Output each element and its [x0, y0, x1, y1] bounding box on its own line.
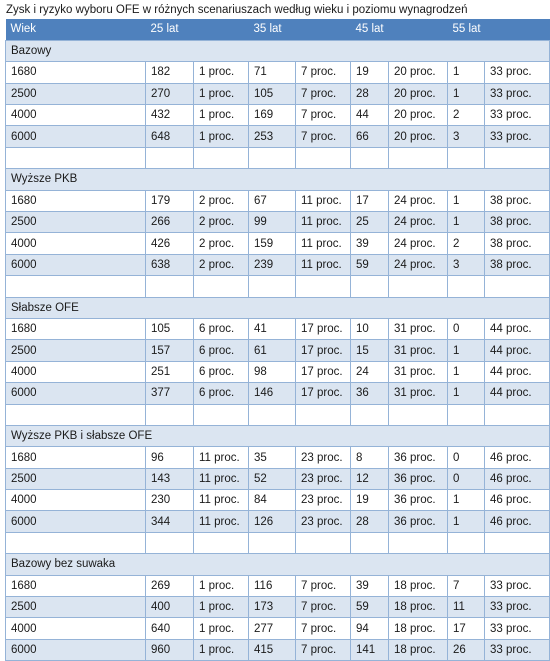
- empty-cell: [485, 532, 550, 553]
- value-cell: 143: [146, 468, 194, 489]
- salary-cell: 1680: [6, 62, 146, 83]
- value-cell: 0: [448, 468, 485, 489]
- table-row: [6, 212, 550, 233]
- value-cell: 11 proc.: [194, 490, 249, 511]
- section-title: Wyższe PKB: [6, 169, 550, 190]
- value-cell: 24 proc.: [389, 254, 448, 275]
- salary-cell: 6000: [6, 383, 146, 404]
- header-row: [6, 19, 550, 40]
- value-cell: 31 proc.: [389, 383, 448, 404]
- value-cell: 25: [351, 212, 389, 233]
- value-cell: 344: [146, 511, 194, 532]
- value-cell: 1: [448, 383, 485, 404]
- value-cell: 41: [249, 318, 296, 339]
- value-cell: 6 proc.: [194, 318, 249, 339]
- value-cell: 1 proc.: [194, 105, 249, 126]
- value-cell: 1: [448, 62, 485, 83]
- value-cell: 11 proc.: [296, 233, 351, 254]
- table-row: [6, 190, 550, 211]
- empty-cell: [194, 276, 249, 297]
- value-cell: 432: [146, 105, 194, 126]
- value-cell: 23 proc.: [296, 447, 351, 468]
- salary-cell: 4000: [6, 361, 146, 382]
- empty-cell: [485, 147, 550, 168]
- value-cell: 0: [448, 318, 485, 339]
- table-row: [6, 126, 550, 147]
- value-cell: 230: [146, 490, 194, 511]
- value-cell: 15: [351, 340, 389, 361]
- value-cell: 36 proc.: [389, 447, 448, 468]
- value-cell: 61: [249, 340, 296, 361]
- value-cell: 20 proc.: [389, 105, 448, 126]
- value-cell: 26: [448, 639, 485, 660]
- value-cell: 39: [351, 575, 389, 596]
- value-cell: 44 proc.: [485, 318, 550, 339]
- empty-cell: [296, 404, 351, 425]
- empty-cell: [351, 404, 389, 425]
- empty-cell: [6, 404, 146, 425]
- spacer-row: [6, 404, 550, 425]
- table-row: [6, 254, 550, 275]
- value-cell: 44: [351, 105, 389, 126]
- header-cell: 45 lat: [351, 19, 389, 40]
- value-cell: 1: [448, 340, 485, 361]
- empty-cell: [194, 532, 249, 553]
- empty-cell: [485, 276, 550, 297]
- value-cell: 23 proc.: [296, 490, 351, 511]
- value-cell: 960: [146, 639, 194, 660]
- value-cell: 31 proc.: [389, 340, 448, 361]
- value-cell: 36 proc.: [389, 490, 448, 511]
- empty-cell: [194, 147, 249, 168]
- empty-cell: [389, 276, 448, 297]
- salary-cell: 2500: [6, 597, 146, 618]
- value-cell: 38 proc.: [485, 190, 550, 211]
- value-cell: 11 proc.: [296, 254, 351, 275]
- table-row: [6, 62, 550, 83]
- empty-cell: [351, 532, 389, 553]
- empty-cell: [194, 404, 249, 425]
- value-cell: 99: [249, 212, 296, 233]
- value-cell: 33 proc.: [485, 62, 550, 83]
- value-cell: 1: [448, 361, 485, 382]
- value-cell: 44 proc.: [485, 340, 550, 361]
- value-cell: 2 proc.: [194, 190, 249, 211]
- value-cell: 19: [351, 490, 389, 511]
- value-cell: 24: [351, 361, 389, 382]
- table-row: [6, 340, 550, 361]
- value-cell: 18 proc.: [389, 575, 448, 596]
- value-cell: 12: [351, 468, 389, 489]
- value-cell: 67: [249, 190, 296, 211]
- value-cell: 105: [249, 83, 296, 104]
- value-cell: 1: [448, 190, 485, 211]
- value-cell: 66: [351, 126, 389, 147]
- section-title: Wyższe PKB i słabsze OFE: [6, 425, 550, 446]
- value-cell: 59: [351, 254, 389, 275]
- value-cell: 23 proc.: [296, 468, 351, 489]
- salary-cell: 4000: [6, 233, 146, 254]
- section-title-row: [6, 425, 550, 446]
- section-title-row: [6, 40, 550, 61]
- value-cell: 6 proc.: [194, 383, 249, 404]
- section-title: Bazowy: [6, 40, 550, 61]
- value-cell: 1: [448, 83, 485, 104]
- value-cell: 84: [249, 490, 296, 511]
- value-cell: 2 proc.: [194, 212, 249, 233]
- section-title-row: [6, 554, 550, 575]
- table-row: [6, 318, 550, 339]
- value-cell: 7 proc.: [296, 618, 351, 639]
- value-cell: 11 proc.: [194, 468, 249, 489]
- value-cell: 400: [146, 597, 194, 618]
- value-cell: 52: [249, 468, 296, 489]
- value-cell: 31 proc.: [389, 318, 448, 339]
- value-cell: 36 proc.: [389, 468, 448, 489]
- value-cell: 2: [448, 105, 485, 126]
- section-title: Bazowy bez suwaka: [6, 554, 550, 575]
- value-cell: 17: [351, 190, 389, 211]
- value-cell: 36: [351, 383, 389, 404]
- value-cell: 415: [249, 639, 296, 660]
- value-cell: 24 proc.: [389, 190, 448, 211]
- salary-cell: 4000: [6, 105, 146, 126]
- empty-cell: [296, 532, 351, 553]
- value-cell: 33 proc.: [485, 575, 550, 596]
- value-cell: 38 proc.: [485, 212, 550, 233]
- value-cell: 20 proc.: [389, 62, 448, 83]
- table-row: [6, 105, 550, 126]
- salary-cell: 1680: [6, 575, 146, 596]
- value-cell: 266: [146, 212, 194, 233]
- value-cell: 28: [351, 511, 389, 532]
- value-cell: 33 proc.: [485, 126, 550, 147]
- header-cell: [389, 19, 448, 40]
- value-cell: 20 proc.: [389, 126, 448, 147]
- table-row: [6, 233, 550, 254]
- value-cell: 157: [146, 340, 194, 361]
- value-cell: 11 proc.: [296, 212, 351, 233]
- value-cell: 96: [146, 447, 194, 468]
- value-cell: 11 proc.: [194, 447, 249, 468]
- table-row: [6, 383, 550, 404]
- value-cell: 1 proc.: [194, 618, 249, 639]
- salary-cell: 2500: [6, 83, 146, 104]
- value-cell: 38 proc.: [485, 254, 550, 275]
- header-cell: 35 lat: [249, 19, 296, 40]
- table-row: [6, 361, 550, 382]
- value-cell: 1 proc.: [194, 83, 249, 104]
- value-cell: 17 proc.: [296, 318, 351, 339]
- value-cell: 169: [249, 105, 296, 126]
- value-cell: 18 proc.: [389, 597, 448, 618]
- value-cell: 17 proc.: [296, 361, 351, 382]
- value-cell: 640: [146, 618, 194, 639]
- value-cell: 1 proc.: [194, 639, 249, 660]
- salary-cell: 2500: [6, 468, 146, 489]
- value-cell: 31 proc.: [389, 361, 448, 382]
- value-cell: 7 proc.: [296, 597, 351, 618]
- empty-cell: [146, 147, 194, 168]
- value-cell: 19: [351, 62, 389, 83]
- value-cell: 638: [146, 254, 194, 275]
- value-cell: 23 proc.: [296, 511, 351, 532]
- empty-cell: [351, 147, 389, 168]
- value-cell: 1 proc.: [194, 597, 249, 618]
- empty-cell: [448, 532, 485, 553]
- value-cell: 33 proc.: [485, 597, 550, 618]
- results-table: [5, 19, 550, 661]
- salary-cell: 6000: [6, 511, 146, 532]
- value-cell: 7 proc.: [296, 105, 351, 126]
- salary-cell: 6000: [6, 639, 146, 660]
- empty-cell: [448, 147, 485, 168]
- spacer-row: [6, 532, 550, 553]
- value-cell: 46 proc.: [485, 490, 550, 511]
- value-cell: 28: [351, 83, 389, 104]
- header-cell: 25 lat: [146, 19, 194, 40]
- table-row: [6, 618, 550, 639]
- empty-cell: [389, 147, 448, 168]
- table-row: [6, 83, 550, 104]
- empty-cell: [146, 532, 194, 553]
- table-row: [6, 447, 550, 468]
- table-row: [6, 639, 550, 660]
- table-row: [6, 511, 550, 532]
- value-cell: 3: [448, 126, 485, 147]
- value-cell: 7 proc.: [296, 83, 351, 104]
- salary-cell: 1680: [6, 190, 146, 211]
- empty-cell: [389, 532, 448, 553]
- header-cell: [296, 19, 351, 40]
- empty-cell: [448, 276, 485, 297]
- salary-cell: 6000: [6, 254, 146, 275]
- value-cell: 269: [146, 575, 194, 596]
- header-cell: Wiek: [6, 19, 146, 40]
- value-cell: 46 proc.: [485, 468, 550, 489]
- empty-cell: [6, 276, 146, 297]
- value-cell: 141: [351, 639, 389, 660]
- value-cell: 2 proc.: [194, 254, 249, 275]
- value-cell: 648: [146, 126, 194, 147]
- value-cell: 277: [249, 618, 296, 639]
- value-cell: 3: [448, 254, 485, 275]
- empty-cell: [389, 404, 448, 425]
- value-cell: 71: [249, 62, 296, 83]
- value-cell: 7: [448, 575, 485, 596]
- empty-cell: [351, 276, 389, 297]
- header-cell: [194, 19, 249, 40]
- empty-cell: [296, 276, 351, 297]
- value-cell: 126: [249, 511, 296, 532]
- empty-cell: [249, 404, 296, 425]
- value-cell: 24 proc.: [389, 233, 448, 254]
- empty-cell: [6, 147, 146, 168]
- value-cell: 7 proc.: [296, 126, 351, 147]
- value-cell: 7 proc.: [296, 62, 351, 83]
- table-body: [6, 40, 550, 660]
- value-cell: 1 proc.: [194, 126, 249, 147]
- header-cell: [485, 19, 550, 40]
- table-row: [6, 490, 550, 511]
- empty-cell: [485, 404, 550, 425]
- salary-cell: 6000: [6, 126, 146, 147]
- value-cell: 17: [448, 618, 485, 639]
- empty-cell: [249, 532, 296, 553]
- empty-cell: [249, 147, 296, 168]
- spacer-row: [6, 147, 550, 168]
- value-cell: 0: [448, 447, 485, 468]
- value-cell: 10: [351, 318, 389, 339]
- empty-cell: [296, 147, 351, 168]
- value-cell: 2: [448, 233, 485, 254]
- empty-cell: [146, 404, 194, 425]
- table-row: [6, 575, 550, 596]
- value-cell: 44 proc.: [485, 361, 550, 382]
- value-cell: 1: [448, 490, 485, 511]
- value-cell: 1: [448, 511, 485, 532]
- salary-cell: 4000: [6, 618, 146, 639]
- value-cell: 179: [146, 190, 194, 211]
- value-cell: 251: [146, 361, 194, 382]
- value-cell: 6 proc.: [194, 340, 249, 361]
- value-cell: 1: [448, 212, 485, 233]
- table-row: [6, 597, 550, 618]
- value-cell: 173: [249, 597, 296, 618]
- salary-cell: 1680: [6, 318, 146, 339]
- value-cell: 59: [351, 597, 389, 618]
- value-cell: 20 proc.: [389, 83, 448, 104]
- empty-cell: [249, 276, 296, 297]
- value-cell: 377: [146, 383, 194, 404]
- section-title-row: [6, 169, 550, 190]
- value-cell: 18 proc.: [389, 639, 448, 660]
- value-cell: 94: [351, 618, 389, 639]
- empty-cell: [146, 276, 194, 297]
- section-title: Słabsze OFE: [6, 297, 550, 318]
- value-cell: 8: [351, 447, 389, 468]
- value-cell: 11 proc.: [194, 511, 249, 532]
- value-cell: 11 proc.: [296, 190, 351, 211]
- value-cell: 36 proc.: [389, 511, 448, 532]
- table-row: [6, 468, 550, 489]
- value-cell: 46 proc.: [485, 511, 550, 532]
- value-cell: 1 proc.: [194, 62, 249, 83]
- value-cell: 38 proc.: [485, 233, 550, 254]
- table-caption: Zysk i ryzyko wyboru OFE w różnych scenariuszach według wieku i poziomu wynagrodzeń: [6, 4, 468, 16]
- value-cell: 98: [249, 361, 296, 382]
- value-cell: 33 proc.: [485, 105, 550, 126]
- value-cell: 2 proc.: [194, 233, 249, 254]
- value-cell: 182: [146, 62, 194, 83]
- value-cell: 270: [146, 83, 194, 104]
- salary-cell: 2500: [6, 212, 146, 233]
- value-cell: 17 proc.: [296, 383, 351, 404]
- value-cell: 17 proc.: [296, 340, 351, 361]
- value-cell: 44 proc.: [485, 383, 550, 404]
- section-title-row: [6, 297, 550, 318]
- empty-cell: [6, 532, 146, 553]
- value-cell: 7 proc.: [296, 575, 351, 596]
- value-cell: 24 proc.: [389, 212, 448, 233]
- salary-cell: 4000: [6, 490, 146, 511]
- value-cell: 33 proc.: [485, 618, 550, 639]
- value-cell: 33 proc.: [485, 83, 550, 104]
- value-cell: 46 proc.: [485, 447, 550, 468]
- value-cell: 426: [146, 233, 194, 254]
- value-cell: 18 proc.: [389, 618, 448, 639]
- value-cell: 7 proc.: [296, 639, 351, 660]
- value-cell: 6 proc.: [194, 361, 249, 382]
- value-cell: 33 proc.: [485, 639, 550, 660]
- spacer-row: [6, 276, 550, 297]
- value-cell: 35: [249, 447, 296, 468]
- salary-cell: 1680: [6, 447, 146, 468]
- value-cell: 105: [146, 318, 194, 339]
- header-cell: 55 lat: [448, 19, 485, 40]
- value-cell: 253: [249, 126, 296, 147]
- value-cell: 1 proc.: [194, 575, 249, 596]
- value-cell: 159: [249, 233, 296, 254]
- value-cell: 39: [351, 233, 389, 254]
- value-cell: 116: [249, 575, 296, 596]
- value-cell: 11: [448, 597, 485, 618]
- value-cell: 146: [249, 383, 296, 404]
- salary-cell: 2500: [6, 340, 146, 361]
- value-cell: 239: [249, 254, 296, 275]
- empty-cell: [448, 404, 485, 425]
